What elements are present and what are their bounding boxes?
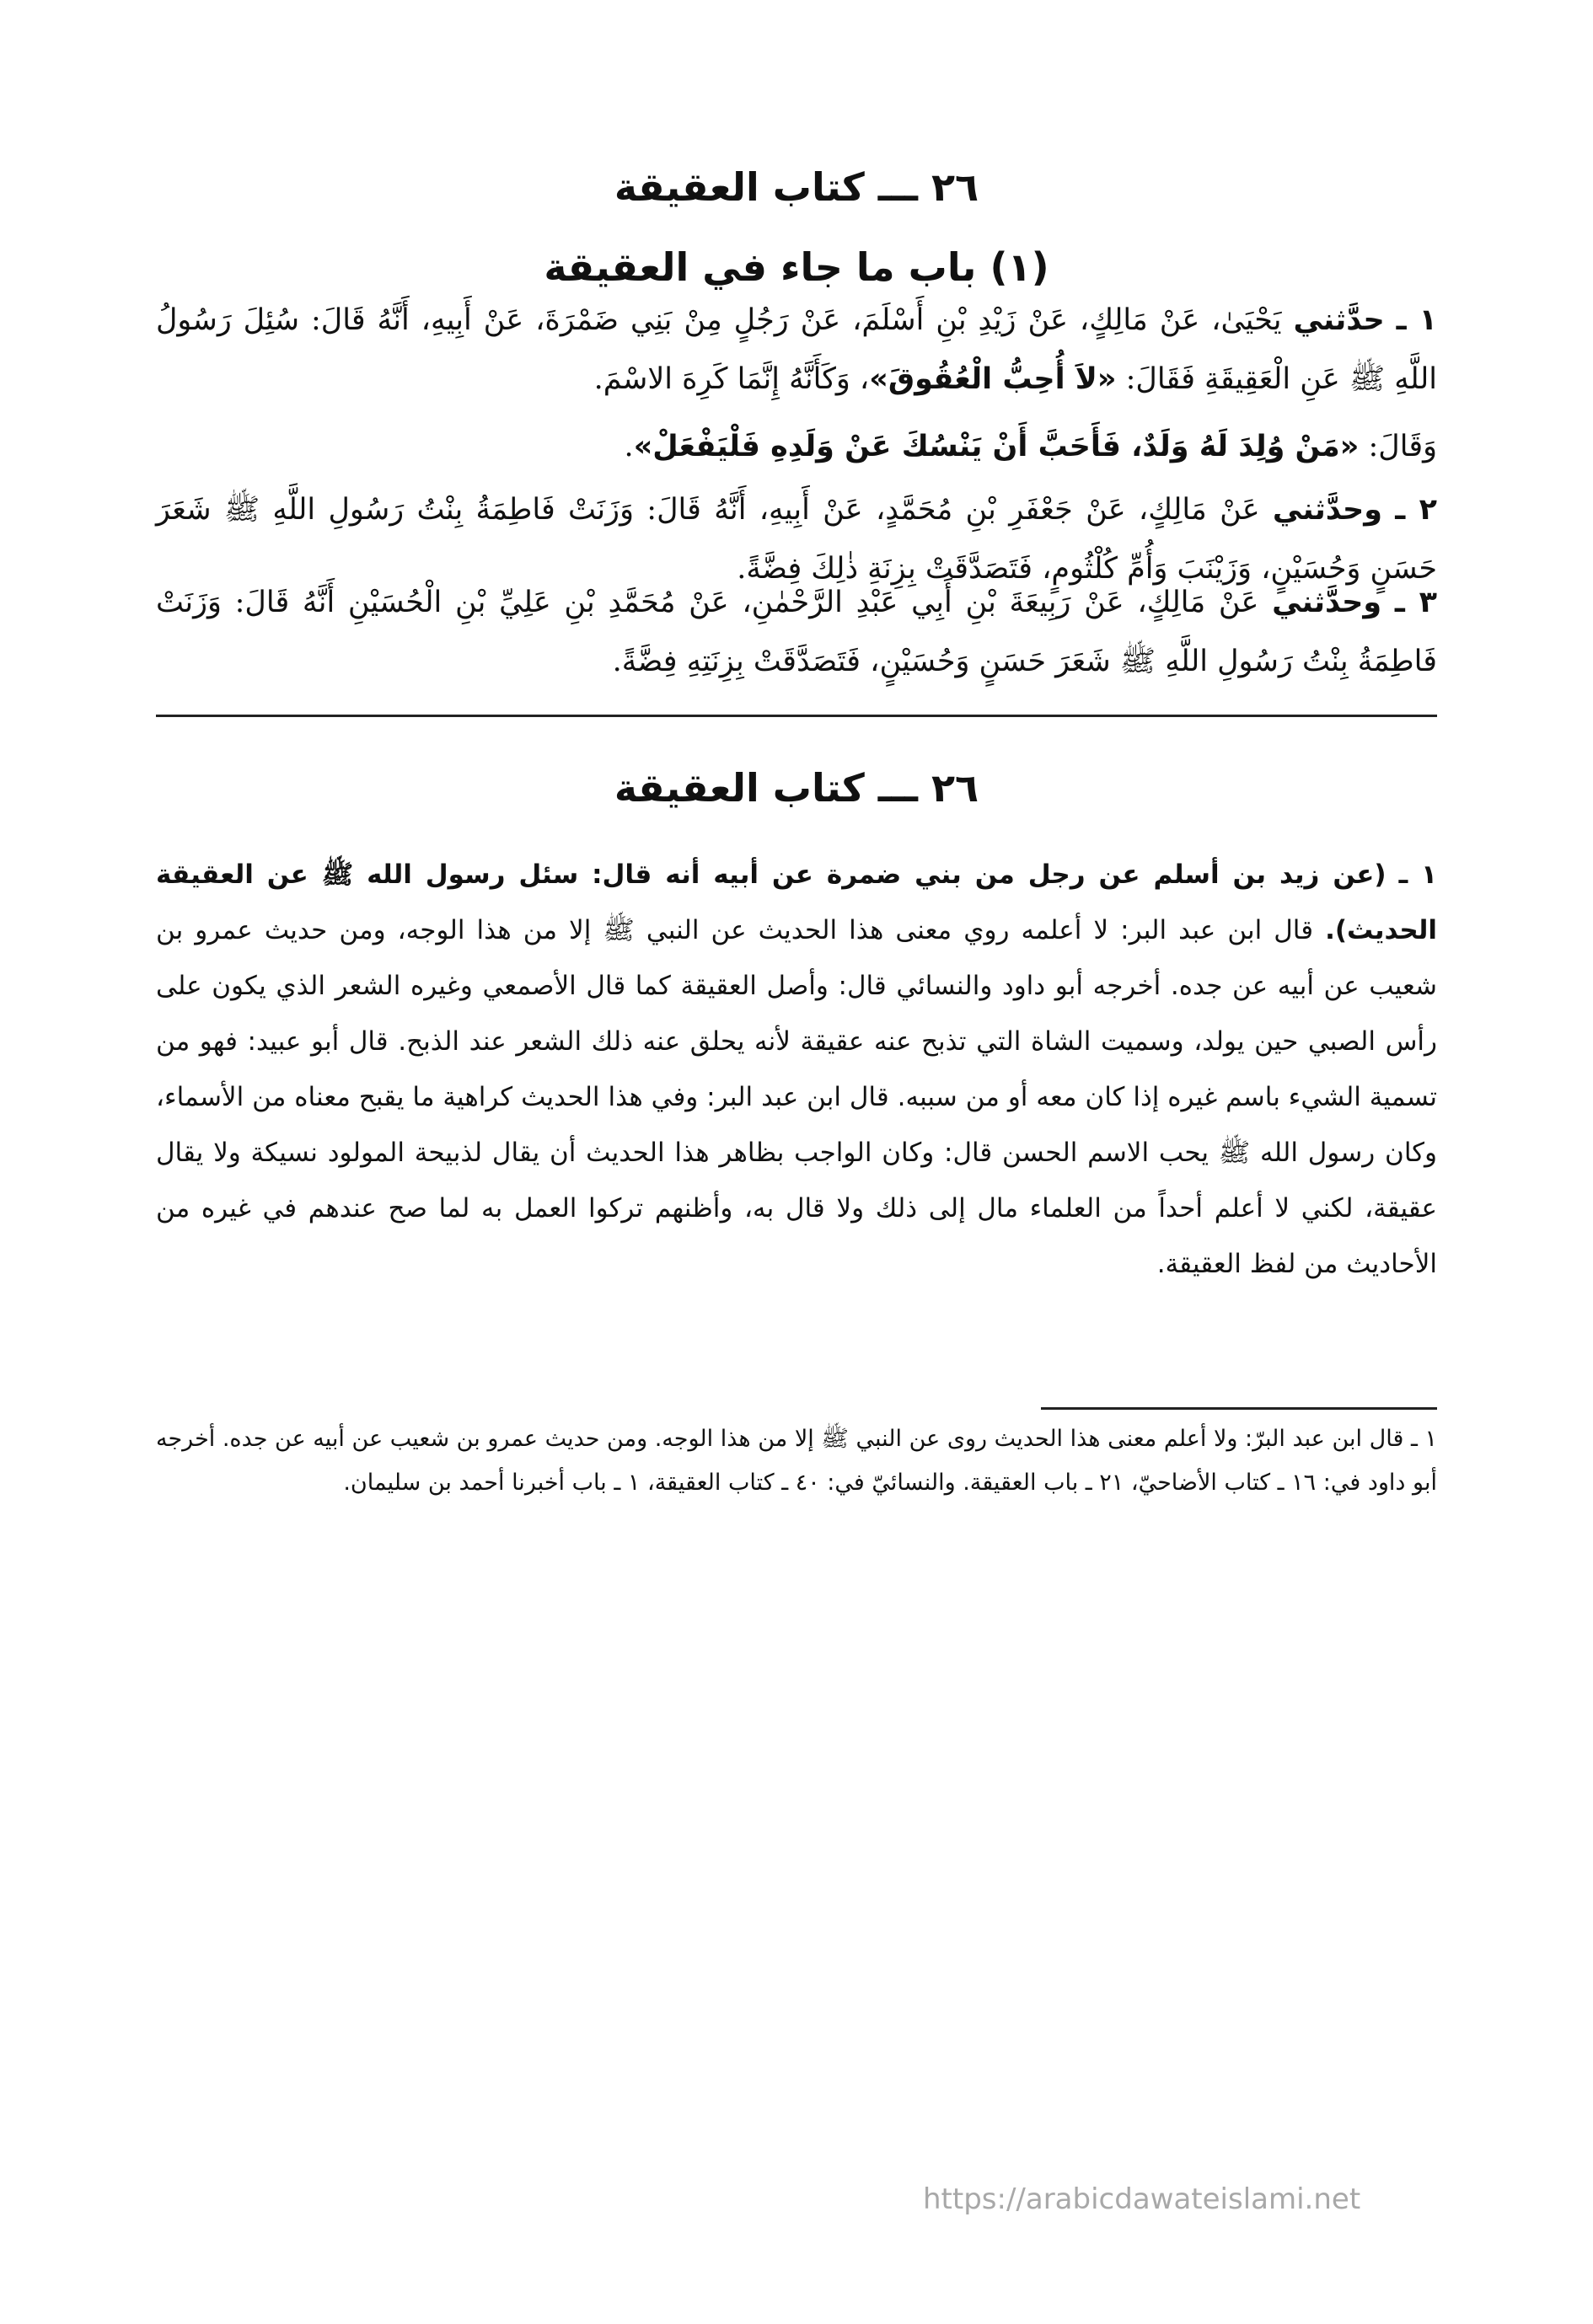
hadith-2-number: ٢ ـ bbox=[1395, 493, 1437, 527]
commentary-text: قال ابن عبد البر: لا أعلمه روي معنى هذا الحديث عن النبي ﷺ إلا من هذا الوجه، ومن حديث عمرو بن شعيب عن أبيه عن جده. أخرجه أبو داود والنسائي قال: وأصل العقيقة كما قال الأصمعي وغيره الشعر الذي يكون على رأس الصبي حين يولد، وسميت الشاة التي تذبح عنه عقيقة لأنه يحلق عنه ذلك الشعر عند الذبح. قال أبو عبيد: فهو من تسمية الشيء باسم غيره إذا كان معه أو من سببه. قال ابن عبد البر: وفي هذا الحديث كراهية ما يقبح معناه من الأسماء، وكان رسول الله ﷺ يحب الاسم الحسن قال: وكان الواجب بظاهر هذا الحديث أن يقال لذبيحة المولود نسيكة ولا يقال عقيقة، لكني لا أعلم أحداً من العلماء مال إلى ذلك ولا قال به، وأظنهم تركوا العمل به لما صح عندهم في غيره من الأحاديث من لفظ العقيقة. bbox=[156, 915, 1437, 1279]
commentary-title: ٢٦ ـــ كتاب العقيقة bbox=[614, 765, 979, 811]
hadith-1-lead: حدَّثني bbox=[1293, 303, 1385, 337]
hadith-3-number: ٣ ـ bbox=[1394, 586, 1437, 619]
hadith-1-number: ١ ـ bbox=[1396, 303, 1437, 337]
hadith-1b bbox=[156, 417, 1437, 476]
section-title: (١) باب ما جاء في العقيقة bbox=[544, 244, 1049, 290]
watermark: https://arabicdawateislami.net bbox=[923, 2182, 1361, 2216]
commentary-number: ١ ـ bbox=[1398, 859, 1438, 890]
footnote: ١ ـ قال ابن عبد البرّ: ولا أعلم معنى هذا الحديث روى عن النبي ﷺ إلا من هذا الوجه. ومن حديث عمرو بن شعيب عن أبيه عن جده. أخرجه أبو داود في: ١٦ ـ كتاب الأضاحيّ، ٢١ ـ باب العقيقة. والنسائيّ في: ٤٠ ـ كتاب العقيقة، ١ ـ باب أخبرنا أحمد بن سليمان. bbox=[156, 1426, 1437, 1496]
hadith-3-text: عَنْ مَالِكٍ، عَنْ رَبِيعَةَ بْنِ أَبِي عَبْدِ الرَّحْمٰنِ، عَنْ مُحَمَّدِ بْنِ عَلِيِّ بْنِ الْحُسَيْنِ أَنَّهُ قَالَ: وَزَنَتْ فَاطِمَةُ بِنْتُ رَسُولِ اللَّهِ ﷺ شَعَرَ حَسَنٍ وَحُسَيْنٍ، فَتَصَدَّقَتْ بِزِنَتِهِ فِضَّةً. bbox=[156, 586, 1437, 678]
hadith-3 bbox=[156, 573, 1437, 691]
hadith-3-lead: وحدَّثني bbox=[1272, 586, 1382, 619]
chapter-title: ٢٦ ـــ كتاب العقيقة bbox=[614, 164, 979, 210]
hadith-1-tail: ، وَكَأَنَّهُ إِنَّمَا كَرِهَ الاسْمَ. bbox=[593, 362, 870, 396]
footnote-divider bbox=[1041, 1407, 1437, 1410]
commentary-paragraph bbox=[156, 847, 1437, 1292]
hadith-1b-quote: «مَنْ وُلِدَ لَهُ وَلَدٌ، فَأَحَبَّ أَنْ يَنْسُكَ عَنْ وَلَدِهِ فَلْيَفْعَلْ» bbox=[633, 430, 1360, 463]
hadith-1-text: يَحْيَىٰ، عَنْ مَالِكٍ، عَنْ زَيْدِ بْنِ أَسْلَمَ، عَنْ رَجُلٍ مِنْ بَنِي ضَمْرَةَ، عَنْ أَبِيهِ، أَنَّهُ قَالَ: سُئِلَ رَسُولُ اللَّهِ ﷺ عَنِ الْعَقِيقَةِ فَقَالَ: bbox=[156, 303, 1437, 396]
section-divider bbox=[156, 715, 1437, 717]
hadith-1b-intro: وَقَالَ: bbox=[1359, 430, 1437, 463]
commentary-heading: (عن زيد بن أسلم عن رجل من بني ضمرة عن أبيه أنه قال: سئل رسول الله ﷺ عن العقيقة الحديث). bbox=[156, 859, 1437, 945]
hadith-1b-tail: . bbox=[624, 430, 634, 463]
hadith-1-quote: «لاَ أُحِبُّ الْعُقُوقَ» bbox=[869, 362, 1117, 396]
hadith-1 bbox=[156, 291, 1437, 409]
hadith-2-text: عَنْ مَالِكٍ، عَنْ جَعْفَرِ بْنِ مُحَمَّدٍ، عَنْ أَبِيهِ، أَنَّهُ قَالَ: وَزَنَتْ فَاطِمَةُ بِنْتُ رَسُولِ اللَّهِ ﷺ شَعَرَ حَسَنٍ وَحُسَيْنٍ، وَزَيْنَبَ وَأُمِّ كُلْثُومٍ، فَتَصَدَّقَتْ بِزِنَةِ ذٰلِكَ فِضَّةً. bbox=[156, 493, 1437, 586]
hadith-2-lead: وحدَّثني bbox=[1272, 493, 1382, 527]
